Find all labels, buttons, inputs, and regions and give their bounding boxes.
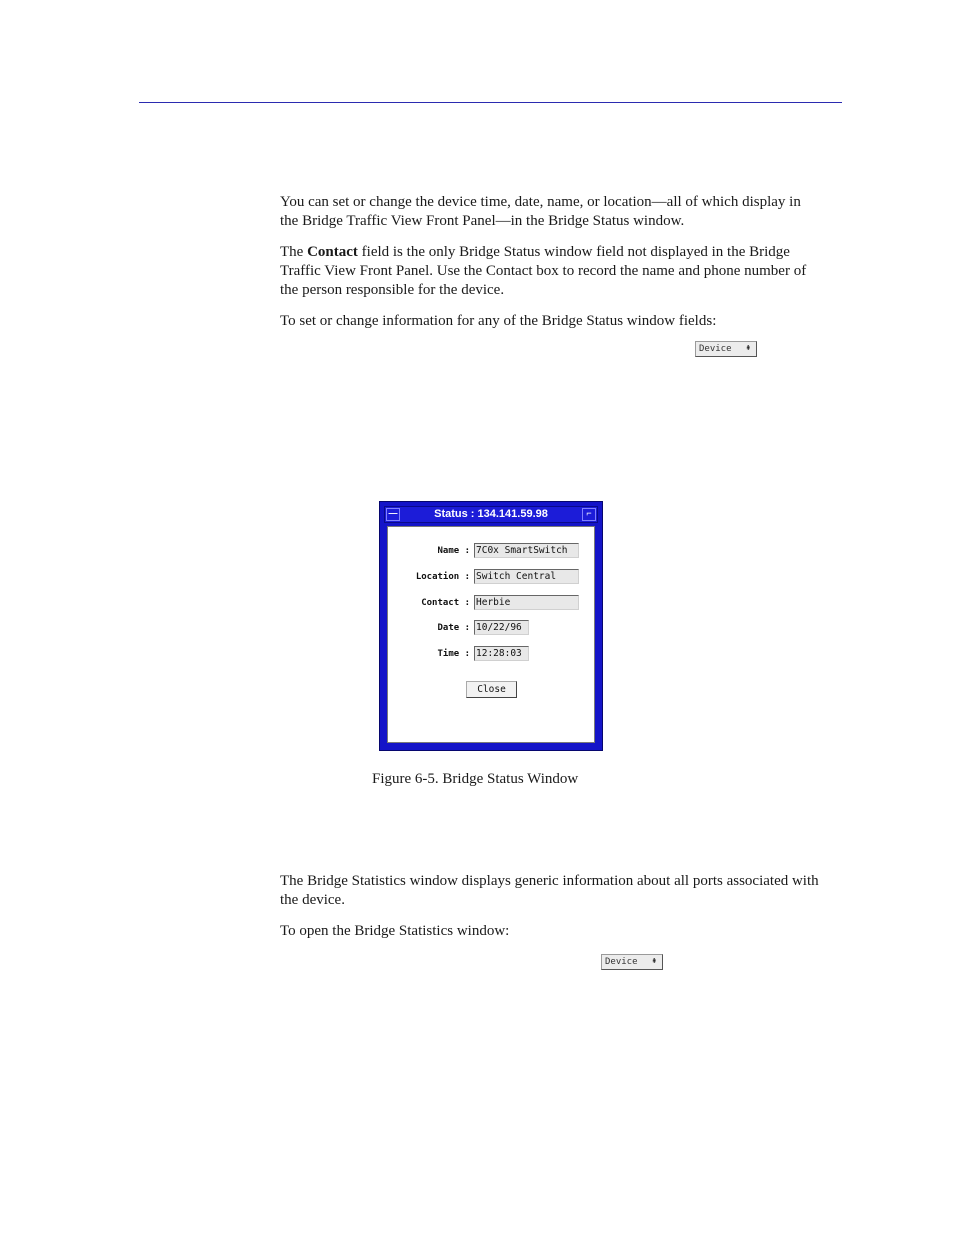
figure-caption: Figure 6-5. Bridge Status Window bbox=[372, 771, 579, 787]
status-window bbox=[379, 501, 603, 751]
status-window-title: Status : 134.141.59.98 bbox=[434, 508, 548, 520]
date-field[interactable]: 10/22/96 bbox=[474, 620, 529, 635]
location-field[interactable]: Switch Central bbox=[474, 569, 579, 584]
device-menu-button[interactable] bbox=[695, 341, 757, 357]
time-label: Time : bbox=[437, 649, 470, 659]
statistics-paragraph-2: To open the Bridge Statistics window: bbox=[280, 923, 510, 939]
device-button-label: Device bbox=[605, 957, 638, 967]
p2-suffix: field is the only Bridge Status window field not displayed in the Bridge Traffic View Front Panel. Use the Contact box to record the name and phone number of the person responsible for the device. bbox=[280, 244, 807, 298]
intro-paragraph-3: To set or change information for any of the Bridge Status window fields: bbox=[280, 313, 717, 329]
device-menu-button-2[interactable] bbox=[601, 954, 663, 970]
arrow-up-icon: ⇞ bbox=[745, 343, 751, 353]
window-menu-icon[interactable]: — bbox=[386, 508, 400, 521]
intro-paragraph-2 bbox=[280, 243, 820, 300]
arrow-up-icon: ⇞ bbox=[651, 956, 657, 966]
name-label: Name : bbox=[437, 546, 470, 556]
time-field[interactable]: 12:28:03 bbox=[474, 646, 529, 661]
header-rule bbox=[139, 102, 842, 103]
statistics-paragraph-1: The Bridge Statistics window displays generic information about all ports associated with the device. bbox=[280, 873, 819, 908]
status-window-client bbox=[387, 526, 595, 743]
p2-prefix: The bbox=[280, 244, 308, 260]
contact-field[interactable]: Herbie bbox=[474, 595, 579, 610]
status-window-titlebar[interactable] bbox=[384, 506, 598, 523]
intro-paragraph-1: You can set or change the device time, date, name, or location—all of which display in the Bridge Traffic View Front Panel—in the Bridge Status window. bbox=[280, 194, 801, 229]
contact-label: Contact : bbox=[421, 598, 470, 608]
device-button-label: Device bbox=[699, 344, 732, 354]
close-button[interactable]: Close bbox=[466, 681, 517, 698]
contact-term: Contact bbox=[307, 244, 358, 260]
date-label: Date : bbox=[437, 623, 470, 633]
maximize-icon[interactable]: ⌐ bbox=[582, 508, 596, 521]
location-label: Location : bbox=[415, 572, 470, 582]
name-field[interactable]: 7C0x SmartSwitch bbox=[474, 543, 579, 558]
